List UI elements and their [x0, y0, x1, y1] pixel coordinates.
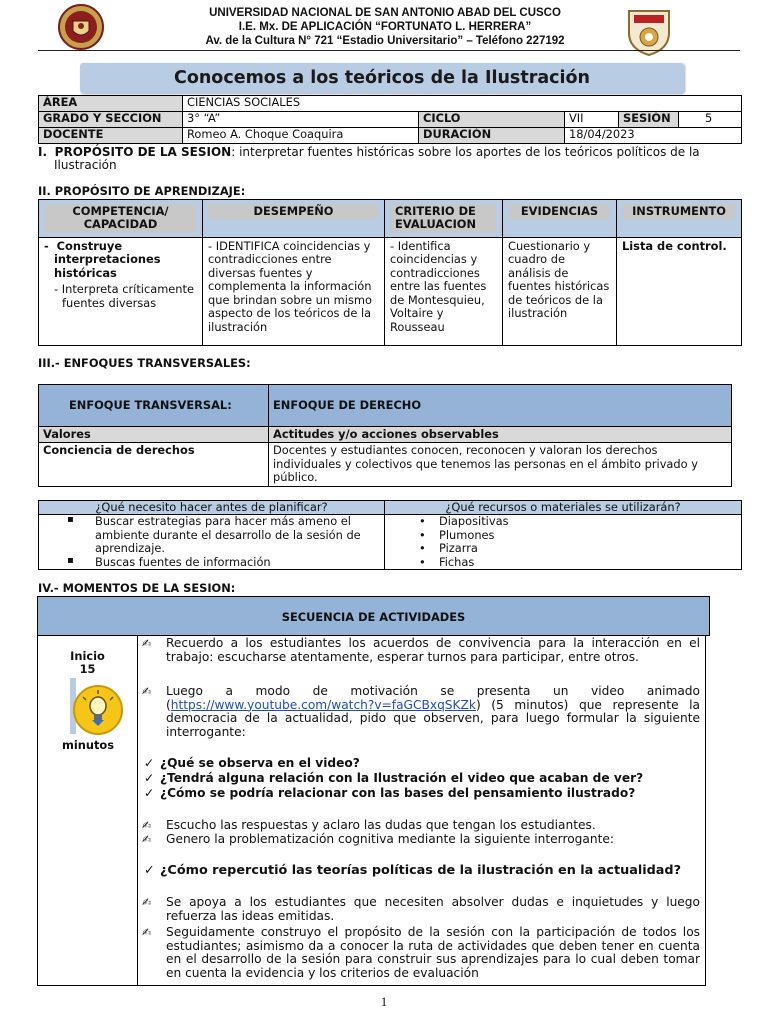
accion-item: ▪ Buscar estrategias para hacer más ameno el ambiente durante el desarrollo de la sesión de aprendizaje. [67, 515, 380, 555]
writing-hand-icon: ✍ [142, 637, 152, 650]
checkmark-icon: ✓ [144, 863, 155, 878]
question-3: ✓ ¿Cómo se podría relacionar con las bases del pensamiento ilustrado? [144, 786, 636, 800]
session-title: Conocemos a los teóricos de la Ilustración [80, 63, 684, 93]
recursos-header: ¿Qué recursos o materiales se utilizarán? [385, 501, 742, 515]
section-4-title: IV.- MOMENTOS DE LA SESION: [38, 581, 236, 595]
grado-label: GRADO Y SECCION [39, 112, 183, 128]
header-competencia: COMPETENCIA/ CAPACIDAD [39, 200, 203, 238]
header-instrumento: INSTRUMENTO [617, 200, 742, 238]
docente-value: Romeo A. Choque Coaquira [183, 128, 419, 144]
question-2: ✓ ¿Tendrá alguna relación con la Ilustración el video que acaban de ver? [144, 771, 644, 785]
activity-4: ✍ Genero la problematización cognitiva mediante la siguiente interrogante: [142, 832, 614, 846]
competencia-text: Construye interpretaciones históricas [54, 239, 161, 280]
competencia-cell: - Construye interpretaciones históricas - Interpreta críticamente fuentes diversas [39, 238, 203, 346]
header-evidencias: EVIDENCIAS [503, 200, 617, 238]
writing-hand-icon: ✍ [142, 926, 152, 939]
writing-hand-icon: ✍ [142, 819, 152, 832]
university-seal-logo [58, 4, 104, 50]
recurso-item: • Diapositivas [419, 515, 737, 528]
section-1-num: I. [38, 145, 48, 159]
valor-cell: Conciencia de derechos [39, 443, 269, 487]
activity-5: ✍ Se apoya a los estudiantes que necesiten absolver dudas e inquietudes y luego refuerza las ideas emitidas. [142, 895, 700, 923]
sesion-value: 5 [679, 112, 742, 128]
checkmark-icon: ✓ [144, 756, 155, 770]
acciones-cell [39, 515, 385, 570]
section-2-title: II. PROPÓSITO DE APRENDIZAJE: [38, 184, 246, 198]
competencias-table [38, 199, 742, 346]
accion-item: ▪ Buscas fuentes de información [67, 556, 380, 569]
planificar-header: ¿Qué necesito hacer antes de planificar? [39, 501, 385, 515]
writing-hand-icon: ✍ [142, 833, 152, 846]
header-divider [38, 50, 740, 51]
session-info-table [38, 95, 742, 144]
sesion-label: SESIÓN [619, 112, 679, 128]
section-1-text: : interpretar fuentes históricas sobre los aportes de los teóricos políticos de la [231, 145, 700, 159]
checkmark-icon: ✓ [144, 771, 155, 785]
ciclo-label: CICLO [419, 112, 565, 128]
instrumento-cell: Lista de control. [617, 238, 742, 346]
writing-hand-icon: ✍ [142, 685, 152, 698]
activity-3: ✍ Escucho las respuestas y aclaro las dudas que tengan los estudiantes. [142, 818, 596, 832]
actividades-column [138, 636, 706, 986]
section-1-text-2: Ilustración [54, 158, 117, 172]
recurso-item: • Fichas [419, 556, 737, 569]
minutos-label: minutos [61, 738, 115, 752]
recurso-item: • Plumones [419, 529, 737, 542]
activity-6: ✍ Seguidamente construyo el propósito de la sesión con la participación de todos los estudiantes; asimismo da a conocer la ruta de actividades que deben tener en cuenta en el desarrollo de la sesión para construir sus aprendizajes para lo cual deben tomar en cuenta la evidencia y los criterios de evaluación [142, 925, 700, 980]
planificacion-table [38, 500, 742, 570]
writing-hand-icon: ✍ [142, 896, 152, 909]
question-1: ✓ ¿Qué se observa en el video? [144, 756, 360, 770]
evidencias-cell: Cuestionario y cuadro de análisis de fuentes históricas de teóricos de la ilustración [503, 238, 617, 346]
header-line-1: UNIVERSIDAD NACIONAL DE SAN ANTONIO ABAD DEL CUSCO [209, 7, 561, 19]
institution-header [150, 6, 620, 48]
recurso-item: • Pizarra [419, 542, 737, 555]
ciclo-value: VII [565, 112, 619, 128]
actitudes-label: Actitudes y/o acciones observables [269, 427, 732, 443]
lightbulb-icon [72, 684, 124, 739]
inicio-minutes-number: 15 [79, 662, 96, 677]
docente-label: DOCENTE [39, 128, 183, 144]
enfoque-transversal-header: ENFOQUE TRANSVERSAL: [39, 385, 269, 427]
header-line-3: Av. de la Cultura N° 721 “Estadio Universitario” – Teléfono 227192 [205, 35, 565, 47]
grado-value: 3° “A” [183, 112, 419, 128]
area-label: ÁREA [39, 96, 183, 112]
school-shield-logo [626, 8, 672, 56]
actitud-cell: Docentes y estudiantes conocen, reconocen y valoran los derechos individuales y colectivos que tenemos las personas en el ámbito privado y público. [269, 443, 732, 487]
duracion-label: DURACIÓN [419, 128, 565, 144]
activity-2: ✍ Luego a modo de motivación se presenta un video animado (https://www.youtube.com/watch?v=faGCBxqSKZk) (5 minutos) que represente la democracia de la actualidad, pido que observen, para luego formular la siguiente interrogante: [142, 684, 700, 739]
recursos-cell [385, 515, 742, 570]
header-criterio: CRITERIO DE EVALUACION [385, 200, 503, 238]
duracion-value: 18/04/2023 [565, 128, 742, 144]
enfoque-derecho-header: ENFOQUE DE DERECHO [269, 385, 732, 427]
valores-label: Valores [39, 427, 269, 443]
header-line-2: I.E. Mx. DE APLICACIÓN “FORTUNATO L. HERRERA” [238, 21, 532, 33]
enfoques-table [38, 384, 732, 487]
inicio-label: Inicio [70, 649, 105, 663]
secuencia-header: SECUENCIA DE ACTIVIDADES [37, 596, 710, 636]
criterio-cell: - Identifica coincidencias y contradicciones entre las fuentes de Montesquieu, Voltaire y Rousseau [385, 238, 503, 346]
capacidad-text: Interpreta críticamente fuentes diversas [61, 282, 194, 310]
section-1-proposito [38, 146, 732, 172]
area-value: CIENCIAS SOCIALES [183, 96, 742, 112]
header-desempeno: DESEMPEÑO [203, 200, 385, 238]
section-1-label: PROPÓSITO DE LA SESION [54, 145, 232, 159]
section-3-title: III.- ENFOQUES TRANSVERSALES: [38, 356, 251, 370]
inicio-column [37, 636, 138, 986]
page-number: 1 [380, 994, 388, 1009]
checkmark-icon: ✓ [144, 786, 155, 800]
video-link[interactable]: https://www.youtube.com/watch?v=faGCBxqSKZk [170, 697, 476, 712]
question-4: ✓ ¿Cómo repercutió las teorías políticas de la ilustración en la actualidad? [144, 863, 682, 878]
activity-1: ✍ Recuerdo a los estudiantes los acuerdos de convivencia para la interacción en el trabajo: escucharse atentamente, esperar turnos para participar, entre otros. [142, 636, 700, 664]
desempeno-cell: - IDENTIFICA coincidencias y contradicciones entre diversas fuentes y complementa la información que brindan sobre un mismo aspecto de los teóricos de la ilustración [203, 238, 385, 346]
